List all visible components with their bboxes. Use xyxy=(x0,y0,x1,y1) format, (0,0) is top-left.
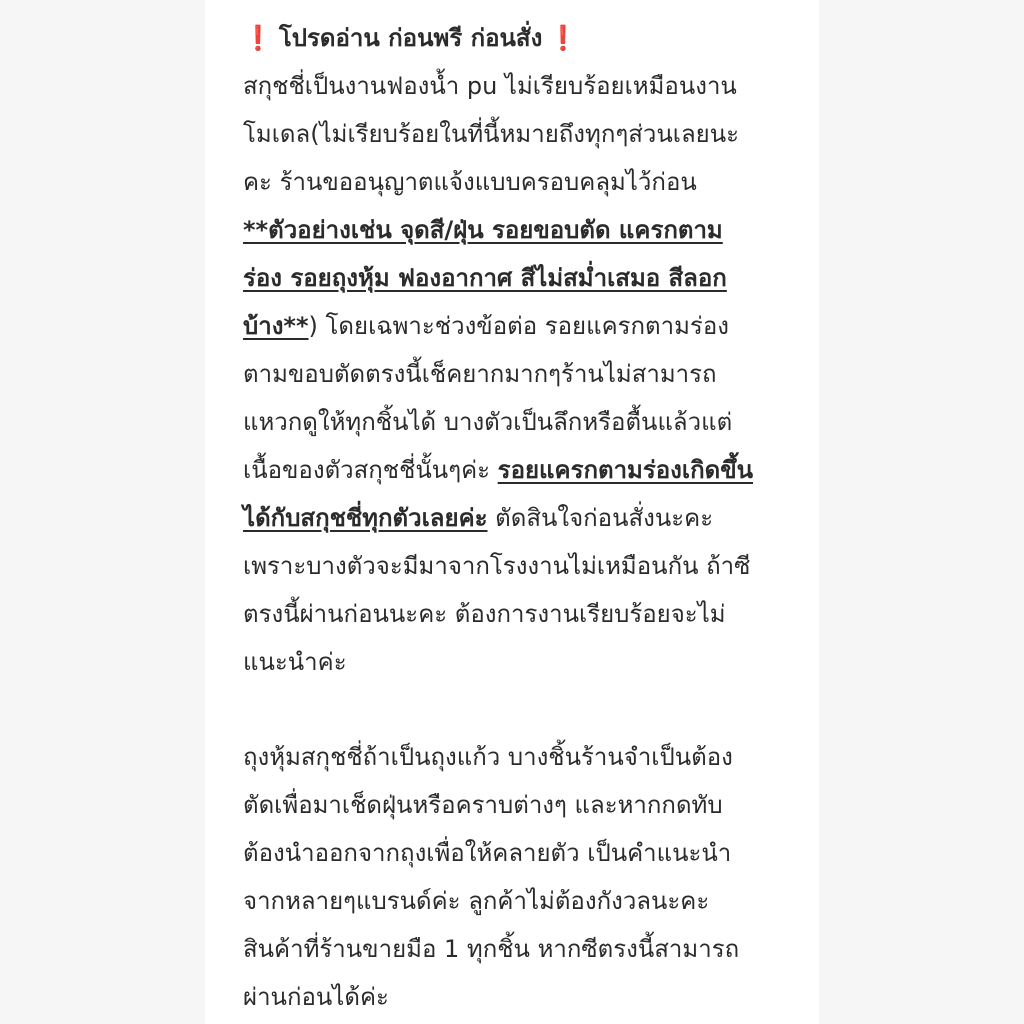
notice-title-line xyxy=(243,14,803,62)
emphasis-text: ได้กับสกุชชี่ทุกตัวเลยค่ะ xyxy=(243,504,488,532)
plain-text: ) โดยเฉพาะช่วงข้อต่อ รอยแครกตามร่อง xyxy=(308,312,729,340)
text-line: ตรงนี้ผ่านก่อนนะคะ ต้องการงานเรียบร้อยจะไม่ xyxy=(243,600,726,628)
emphasis-text: บ้าง** xyxy=(243,312,309,340)
text-line: ผ่านก่อนได้ค่ะ xyxy=(243,983,389,1011)
notice-title: โปรดอ่าน ก่อนพรี ก่อนสั่ง xyxy=(278,24,543,52)
text-line: โมเดล(ไม่เรียบร้อยในที่นี้หมายถึงทุกๆส่วนเลยนะ xyxy=(243,120,740,148)
plain-text: เนื้อของตัวสกุชชี่นั้นๆค่ะ xyxy=(243,456,498,484)
text-line: สกุชชี่เป็นงานฟองน้ำ pu ไม่เรียบร้อยเหมือนงาน xyxy=(243,72,737,100)
text-line: เพราะบางตัวจะมีมาจากโรงงานไม่เหมือนกัน ถ้าซี xyxy=(243,552,751,580)
text-line xyxy=(243,302,803,350)
text-line: ตัดเพื่อมาเช็ดฝุ่นหรือคราบต่างๆ และหากกดทับ xyxy=(243,791,723,819)
text-line: จากหลายๆแบรนด์ค่ะ ลูกค้าไม่ต้องกังวลนะคะ xyxy=(243,887,710,915)
emphasis-text: **ตัวอย่างเช่น จุดสี/ฝุ่น รอยขอบตัด แครกตาม xyxy=(243,216,723,244)
exclamation-icon: ❗ xyxy=(548,24,579,52)
left-margin xyxy=(0,0,205,1024)
plain-text: ตัดสินใจก่อนสั่งนะคะ xyxy=(487,504,714,532)
text-line xyxy=(243,254,803,302)
text-line: คะ ร้านขออนุญาตแจ้งแบบครอบคลุมไว้ก่อน xyxy=(243,168,697,196)
text-line xyxy=(243,494,803,542)
text-line: แหวกดูให้ทุกชิ้นได้ บางตัวเป็นลึกหรือตื้นแล้วแต่ xyxy=(243,408,733,436)
text-line: ถุงหุ้มสกุชชี่ถ้าเป็นถุงแก้ว บางชิ้นร้านจำเป็นต้อง xyxy=(243,743,733,771)
emphasis-text: รอยแครกตามร่องเกิดขึ้น xyxy=(497,456,754,484)
text-line: ตามขอบตัดตรงนี้เช็คยากมากๆร้านไม่สามารถ xyxy=(243,360,717,388)
text-line xyxy=(243,206,803,254)
paragraph-spacer xyxy=(243,686,803,733)
text-line xyxy=(243,446,803,494)
emphasis-text: ร่อง รอยถุงหุ้ม ฟองอากาศ สีไม่สม่ำเสมอ สีลอก xyxy=(243,264,727,292)
text-line: สินค้าที่ร้านขายมือ 1 ทุกชิ้น หากซีตรงนี้สามารถ xyxy=(243,935,740,963)
exclamation-icon: ❗ xyxy=(243,24,273,52)
text-line: ต้องนำออกจากถุงเพื่อให้คลายตัว เป็นคำแนะนำ xyxy=(243,839,732,867)
notice-text xyxy=(243,14,803,1021)
text-line: แนะนำค่ะ xyxy=(243,648,347,676)
right-margin xyxy=(819,0,1024,1024)
